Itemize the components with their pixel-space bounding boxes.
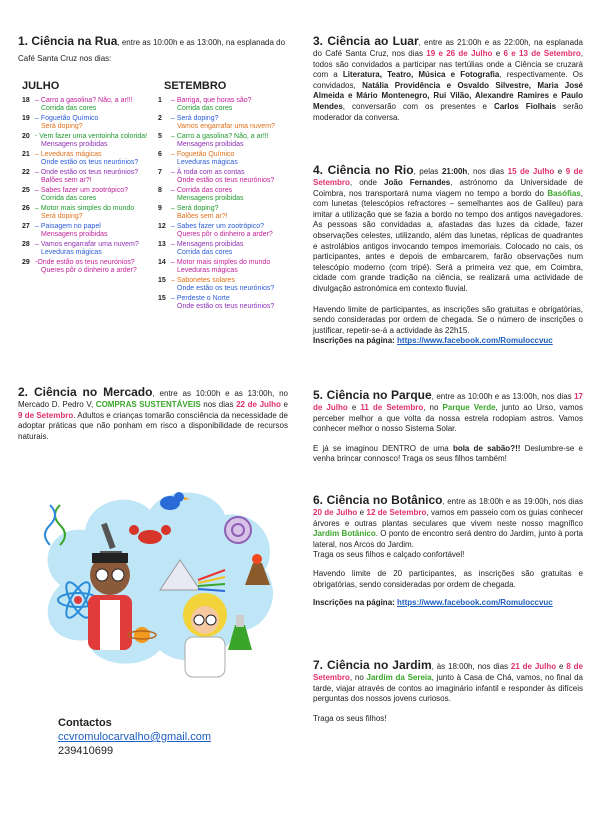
session-morning: – Carro a gasolina? Não, a ar!!! bbox=[35, 97, 133, 104]
text: , entre as 10:00h e as 13:00h, nos dias bbox=[431, 392, 575, 401]
schedule-day: 14 bbox=[158, 259, 166, 266]
scientist-boy-icon bbox=[88, 553, 132, 650]
session-second: Corrida das cores bbox=[177, 105, 233, 113]
schedule-row bbox=[158, 223, 298, 239]
schedule-sessions bbox=[171, 205, 298, 221]
text: E já se imaginou DENTRO de uma bbox=[313, 443, 453, 453]
section-ciencia-no-mercado bbox=[18, 385, 288, 442]
schedule-row bbox=[22, 151, 157, 167]
schedule-day: 15 bbox=[158, 277, 166, 284]
text: serão moderador da conversa. bbox=[313, 101, 583, 122]
schedule-sessions bbox=[171, 223, 298, 239]
session-second: Onde estão os teus neurónios? bbox=[177, 285, 275, 293]
contacts bbox=[58, 716, 211, 758]
text: , vamos em passeio com os guias conhecer árvores e outras plantas seculares que vivem neste nosso magnífico bbox=[313, 508, 584, 528]
schedule-day: 18 bbox=[22, 97, 30, 104]
schedule-sessions bbox=[35, 97, 157, 113]
highlight: Parque Verde bbox=[442, 403, 496, 412]
session-morning: -Onde estão os teus neurónios? bbox=[35, 259, 135, 266]
science-illustration bbox=[30, 475, 285, 680]
schedule-sessions bbox=[35, 259, 157, 275]
section-7-paragraph-2: Traga os seus filhos! bbox=[313, 713, 387, 723]
schedule-day: 21 bbox=[22, 151, 30, 158]
text: , no bbox=[423, 403, 443, 412]
schedule-day: 29 bbox=[22, 259, 30, 266]
text: , astrónomo da Universidade de Coimbra, nos transportará numa viagem no tempo a bordo do bbox=[313, 178, 583, 198]
text: , entre as 18:00h e as 19:00h, nos dias bbox=[442, 497, 583, 506]
session-morning: - Vem fazer uma ventoinha colorida! bbox=[35, 133, 148, 140]
schedule-sessions bbox=[171, 133, 298, 149]
session-second: Corrida das cores bbox=[41, 195, 97, 203]
text: , junto à Casa de Chá, vamos, no final da tarde, viajar através de contos ao imaginário infantil e responder às difíceis perguntas dos nossos jovens curiosos. bbox=[313, 673, 583, 704]
schedule-row bbox=[22, 133, 157, 149]
session-morning: – À roda com as contas bbox=[171, 169, 245, 176]
contacts-title: Contactos bbox=[58, 717, 112, 729]
text: e bbox=[556, 662, 567, 671]
session-morning: – Barriga, que horas são? bbox=[171, 97, 252, 104]
section-number: 2. bbox=[18, 385, 29, 399]
session-second: Queres pôr o dinheiro a arder? bbox=[177, 231, 273, 239]
session-morning: – Sabonetes solares bbox=[171, 277, 235, 284]
bold-text: Literatura, Teatro, Música e Fotografia bbox=[342, 70, 500, 80]
section-number: 1. bbox=[18, 34, 29, 48]
section-ciencia-no-botanico bbox=[313, 493, 583, 609]
section-title: Ciência ao Luar bbox=[327, 34, 419, 48]
schedule-day: 13 bbox=[158, 241, 166, 248]
text: Deslumbre-se e venha brincar connosco! Traga os seus filhos também! bbox=[313, 443, 583, 464]
schedule-row bbox=[158, 133, 298, 149]
date: 8 de Setembro bbox=[313, 662, 583, 682]
section-ciencia-no-jardim bbox=[313, 658, 583, 724]
schedule-sessions bbox=[171, 97, 298, 113]
date: 12 de Setembro bbox=[366, 508, 427, 517]
text: , conversarão com os presentes e bbox=[342, 101, 494, 111]
date: 6 e 13 de Setembro bbox=[503, 49, 581, 58]
session-second: Balões sem ar?! bbox=[41, 177, 92, 185]
section-ciencia-na-rua bbox=[18, 34, 288, 66]
schedule-day: 19 bbox=[22, 115, 30, 122]
setembro-heading: SETEMBRO bbox=[164, 80, 227, 92]
schedule-row bbox=[158, 259, 298, 275]
text: e bbox=[347, 403, 361, 412]
session-morning: – Onde estão os teus neurónios? bbox=[35, 169, 139, 176]
section-title: Ciência no Mercado bbox=[33, 385, 153, 399]
schedule-day: 9 bbox=[158, 205, 162, 212]
julho-heading: JULHO bbox=[22, 80, 60, 92]
session-second: Queres pôr o dinheiro a arder? bbox=[41, 267, 137, 275]
section-title: Ciência no Botânico bbox=[326, 493, 443, 507]
schedule-sessions bbox=[35, 187, 157, 203]
session-morning: – Paisagem no papel bbox=[35, 223, 101, 230]
session-second: Onde estão os teus neurónios? bbox=[177, 303, 275, 311]
section-ciencia-ao-luar bbox=[313, 34, 583, 123]
text: , às 18:00h, nos dias bbox=[431, 662, 511, 671]
date: 21 de Julho bbox=[510, 662, 557, 671]
section-title: Ciência no Rio bbox=[327, 163, 414, 177]
schedule-row bbox=[158, 97, 298, 113]
section-title: Ciência na Rua bbox=[31, 34, 118, 48]
schedule-sessions bbox=[171, 277, 298, 293]
section-7-heading bbox=[313, 658, 432, 672]
session-morning: – Carro a gasolina? Não, a ar!!! bbox=[171, 133, 269, 140]
session-second: Balões sem ar?! bbox=[177, 213, 228, 221]
schedule-row bbox=[158, 151, 298, 167]
text: . O ponto de encontro será dentro do Jardim, junto à porta lateral, nos Arcos do Jardim. bbox=[313, 529, 583, 549]
schedule-row bbox=[22, 97, 157, 113]
date: 19 e 26 de Julho bbox=[426, 49, 493, 58]
bold-text: 21:00h bbox=[441, 167, 468, 176]
schedule-day: 15 bbox=[158, 295, 166, 302]
schedule-day: 1 bbox=[158, 97, 162, 104]
section-intro: , entre as 10:00h e as 13:00h, na esplanada do Café Santa Cruz nos dias: bbox=[18, 38, 286, 63]
section-number: 4. bbox=[313, 163, 324, 177]
bold-text: Carlos Fiolhais bbox=[493, 101, 557, 111]
schedule-sessions bbox=[171, 115, 298, 131]
section-number: 3. bbox=[313, 34, 324, 48]
text: , onde bbox=[349, 178, 385, 187]
bold-text: Natália Providência e Osvaldo Silvestre, Maria José Almeida e Mário Montenegro, Rui Vilão, Alexandre Ramires e Paulo Mendes bbox=[313, 80, 583, 111]
schedule-day: 6 bbox=[158, 151, 162, 158]
text: , entre as 10:00h e as 13:00h, no Mercado D. Pedro V, bbox=[18, 389, 288, 409]
schedule-day: 27 bbox=[22, 223, 30, 230]
contact-email-link[interactable]: ccvromulocarvalho@gmail.com bbox=[58, 731, 211, 743]
schedule-sessions bbox=[35, 205, 157, 221]
bold-text: bola de sabão?!! bbox=[452, 443, 521, 453]
schedule-row bbox=[22, 223, 157, 239]
bold-text: João Fernandes bbox=[384, 178, 451, 187]
section-1-heading bbox=[18, 34, 288, 66]
session-second: Mensagens proibidas bbox=[177, 195, 244, 203]
schedule-sessions bbox=[171, 169, 298, 185]
text: , respectivamente. Os convidados, bbox=[313, 70, 583, 90]
text: e bbox=[357, 508, 367, 517]
session-second: Mensagens proibidas bbox=[41, 231, 108, 239]
schedule-sessions bbox=[35, 133, 157, 149]
schedule-row bbox=[158, 205, 298, 221]
session-second: Mensagens proibidas bbox=[177, 141, 244, 149]
session-morning: – Mensagens proibidas bbox=[171, 241, 244, 248]
schedule-sessions bbox=[35, 151, 157, 167]
registration-label: Inscrições na página: bbox=[313, 598, 398, 608]
session-morning: – Foguetão Químico bbox=[171, 151, 235, 158]
session-second: Leveduras mágicas bbox=[177, 159, 238, 167]
session-second: Corrida das cores bbox=[177, 249, 233, 257]
date: 11 de Setembro bbox=[360, 403, 424, 412]
session-morning: – Vamos engarrafar uma nuvem? bbox=[35, 241, 139, 248]
facebook-link[interactable]: https://www.facebook.com/Romuloccvuc bbox=[397, 598, 553, 608]
section-5-heading bbox=[313, 388, 432, 402]
session-second: Onde estão os teus neurónios? bbox=[177, 177, 275, 185]
schedule-row bbox=[22, 241, 157, 257]
section-4-paragraph-2: Havendo limite de participantes, as inscrições são gratuitas e obrigatórias, sendo consideradas por ordem de chegada. Se o número de inscrições o justificar, repetir-se-á a actividade às 22h15. bbox=[313, 304, 583, 335]
schedule-row bbox=[22, 205, 157, 221]
schedule-sessions bbox=[35, 115, 157, 131]
session-morning: – Será doping? bbox=[171, 205, 219, 212]
highlight: Jardim da Sereia bbox=[366, 673, 432, 682]
date: 22 de Julho bbox=[236, 400, 281, 409]
section-6-paragraph-3: Havendo limite de 20 participantes, as inscrições são gratuitas e obrigatórias, sendo consideradas por ordem de chegada. bbox=[313, 568, 583, 589]
schedule-sessions bbox=[171, 187, 298, 203]
session-morning: – Sabes fazer um zootrópico? bbox=[35, 187, 128, 194]
contact-phone: 239410699 bbox=[58, 745, 114, 757]
shell-icon bbox=[225, 517, 251, 543]
schedule-sessions bbox=[171, 241, 298, 257]
text: e bbox=[280, 400, 289, 409]
session-second: Vamos engarrafar uma nuvem? bbox=[177, 123, 275, 131]
section-title: Ciência no Parque bbox=[326, 388, 432, 402]
schedule-row bbox=[158, 241, 298, 257]
section-number: 6. bbox=[313, 493, 324, 507]
section-ciencia-no-rio bbox=[313, 163, 583, 347]
text: , pelas bbox=[413, 167, 442, 176]
session-morning: – Foguetão Químico bbox=[35, 115, 99, 122]
section-6-paragraph-2: Traga os seus filhos e calçado confortável! bbox=[313, 550, 465, 560]
schedule-sessions bbox=[35, 223, 157, 239]
schedule-row bbox=[22, 187, 157, 203]
facebook-link[interactable]: https://www.facebook.com/Romuloccvuc bbox=[397, 336, 553, 346]
schedule-row bbox=[22, 115, 157, 131]
section-3-heading bbox=[313, 34, 419, 48]
highlight: COMPRAS SUSTENTÁVEIS bbox=[95, 400, 201, 409]
section-ciencia-no-parque bbox=[313, 388, 583, 465]
text: e bbox=[554, 167, 566, 176]
session-morning: – Motor mais simples do mundo bbox=[171, 259, 271, 266]
schedule-sessions bbox=[35, 169, 157, 185]
text: e bbox=[492, 49, 504, 58]
schedule-day: 25 bbox=[22, 187, 30, 194]
schedule-sessions bbox=[171, 259, 298, 275]
session-second: Onde estão os teus neurónios? bbox=[41, 159, 139, 167]
session-second: Será doping? bbox=[41, 213, 83, 221]
text: . Adultos e crianças tomarão consciência da necessidade de adoptar práticas que não ponham em risco a disponibilidade de recursos naturais. bbox=[18, 410, 288, 441]
setembro-schedule bbox=[158, 97, 298, 313]
section-number: 5. bbox=[313, 388, 324, 402]
date: 20 de Julho bbox=[313, 508, 358, 517]
session-second: Será doping? bbox=[41, 123, 83, 131]
section-2-heading bbox=[18, 385, 152, 399]
schedule-sessions bbox=[35, 241, 157, 257]
schedule-day: 2 bbox=[158, 115, 162, 122]
schedule-day: 12 bbox=[158, 223, 166, 230]
schedule-sessions bbox=[171, 295, 298, 311]
highlight: Basófias bbox=[547, 188, 581, 198]
session-morning: – Será doping? bbox=[171, 115, 219, 122]
section-4-heading bbox=[313, 163, 414, 177]
date: 17 de Julho bbox=[313, 392, 583, 412]
session-second: Mensagens proibidas bbox=[41, 141, 108, 149]
session-morning: – Motor mais simples do mundo bbox=[35, 205, 135, 212]
session-morning: – Corrida das cores bbox=[171, 187, 233, 194]
session-morning: – Perdeste o Norte bbox=[171, 295, 230, 302]
session-second: Leveduras mágicas bbox=[177, 267, 238, 275]
schedule-sessions bbox=[171, 151, 298, 167]
schedule-day: 22 bbox=[22, 169, 30, 176]
schedule-day: 26 bbox=[22, 205, 30, 212]
schedule-row bbox=[158, 169, 298, 185]
date: 9 de Setembro bbox=[313, 167, 583, 187]
section-title: Ciência no Jardim bbox=[327, 658, 432, 672]
session-second: Corrida das cores bbox=[41, 105, 97, 113]
julho-schedule bbox=[22, 97, 157, 277]
text: , com lunetas (telescópios refractores – semelhantes aos de Galileu) para imitar a utilização que se fazia a bordo no tempo dos antigos navegadores. As pessoas são convidadas a, afastadas das luzes da cidade, fazer observações celestes, utilizando, além das lunetas, réplicas de quadrantes e astrolábios antigos invocando tempos imemoriais. Colocado no cais, os participantes, antes e depois de embarcarem, farão observações num telescópio moderno (com tripé). Será a primeira vez que, em Coimbra, cidade com grande tradição na ciência, se realizará uma actividade de divulgação astronómica em contexto fluvial. bbox=[313, 188, 583, 293]
text: nos dias bbox=[200, 400, 237, 409]
schedule-day: 5 bbox=[158, 133, 162, 140]
schedule-row bbox=[158, 115, 298, 131]
section-6-heading bbox=[313, 493, 443, 507]
text: , no bbox=[349, 673, 367, 682]
schedule-row bbox=[158, 295, 298, 311]
date: 15 de Julho bbox=[507, 167, 555, 176]
text: , junto ao Urso, vamos perceber melhor a que volta da nossa estrela rodopiam astros. Vamos conhecer melhor o nosso Sistema Solar. bbox=[313, 403, 583, 434]
schedule-day: 7 bbox=[158, 169, 162, 176]
text: , entre as 21:00h e as 22:00h, na esplanada do Café Santa Cruz, nos dias bbox=[313, 38, 583, 58]
schedule-row bbox=[22, 259, 157, 275]
registration-label: Inscrições na página: bbox=[313, 336, 398, 346]
schedule-day: 28 bbox=[22, 241, 30, 248]
section-number: 7. bbox=[313, 658, 324, 672]
text: , nos dias bbox=[467, 167, 508, 176]
schedule-day: 8 bbox=[158, 187, 162, 194]
schedule-row bbox=[158, 277, 298, 293]
schedule-row bbox=[158, 187, 298, 203]
text: , todos são convidados a participar nas tertúlias onde a Ciência se cruzará com a bbox=[313, 49, 583, 80]
highlight: Jardim Botânico bbox=[313, 529, 376, 539]
session-morning: – Leveduras mágicas bbox=[35, 151, 102, 158]
session-morning: – Sabes fazer um zootrópico? bbox=[171, 223, 264, 230]
schedule-row bbox=[22, 169, 157, 185]
session-second: Leveduras mágicas bbox=[41, 249, 102, 257]
schedule-day: 20 bbox=[22, 133, 30, 140]
date: 9 de Setembro bbox=[18, 410, 74, 420]
